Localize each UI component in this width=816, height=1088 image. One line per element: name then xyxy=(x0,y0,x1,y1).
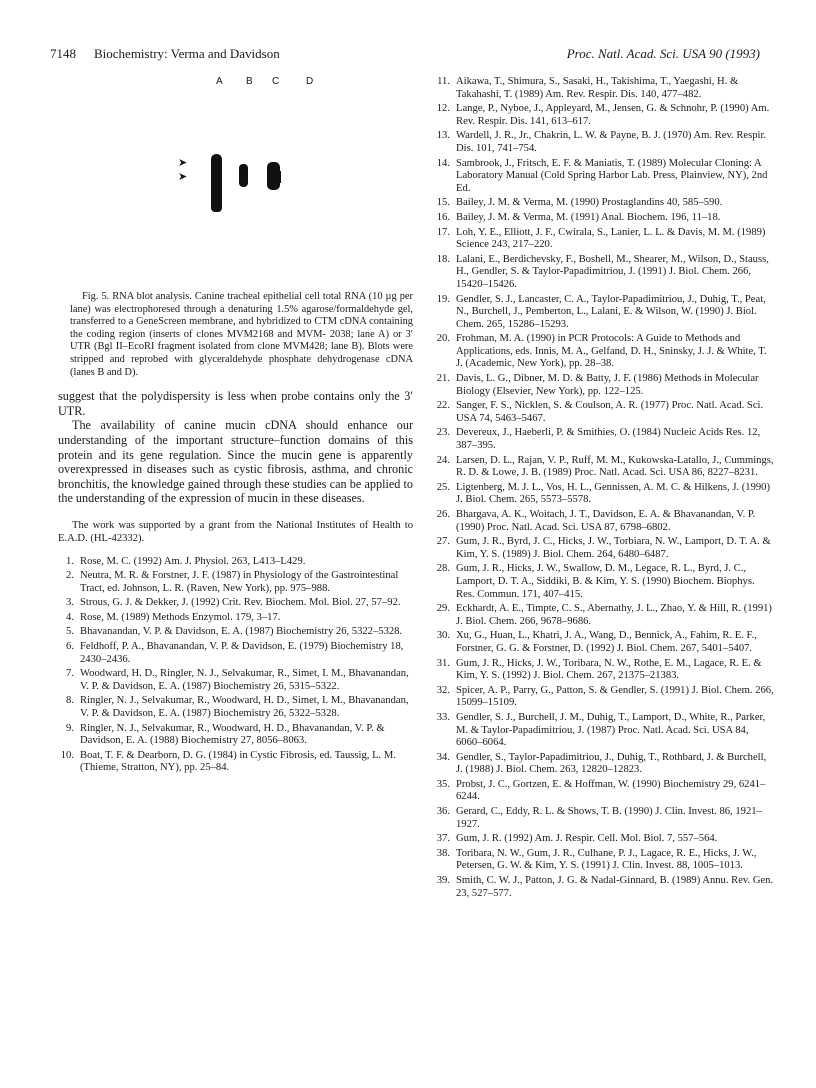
blot-band-lane-b xyxy=(239,164,248,187)
reference-text: Rose, M. (1989) Methods Enzymol. 179, 3–17. xyxy=(80,611,281,623)
reference-entry xyxy=(430,806,775,831)
reference-text: Gendler, S., Taylor-Papadimitriou, J., Duhig, T., Rothbard, J. & Burchell, J. (1988) J. Biol. Chem. 263, 12820–12823. xyxy=(456,751,767,776)
reference-entry xyxy=(430,427,775,452)
reference-entry xyxy=(430,158,775,196)
reference-entry xyxy=(58,597,413,610)
reference-text: Ringler, N. J., Selvakumar, R., Woodward, H. D., Bhavanandan, V. P. & Davidson, E. A. (1988) Biochemistry 27, 8056–8063. xyxy=(80,722,385,747)
reference-text: Lalani, E., Berdichevsky, F., Boshell, M., Shearer, M., Wilson, D., Stauss, H., Gendler, S. & Taylor-Papadimitriou, J. (1991) J. Biol. Chem. 266, 15420–15426. xyxy=(456,253,769,290)
reference-entry xyxy=(430,254,775,292)
reference-text: Gerard, C., Eddy, R. L. & Shows, T. B. (1990) J. Clin. Invest. 86, 1921–1927. xyxy=(456,806,762,830)
reference-entry xyxy=(430,130,775,155)
reference-number: 12. xyxy=(436,103,450,115)
reference-text: Neutra, M. R. & Forstner, J. F. (1987) in Physiology of the Gastrointestinal Tract, ed. Johnson, L. R. (Raven, New York), pp. 975–988. xyxy=(80,570,399,594)
reference-entry xyxy=(58,612,413,625)
reference-text: Xu, G., Huan, L., Khatri, J. A., Wang, D., Bennick, A., Fahim, R. E. F., Forstner, G. G. & Forstner, D. (1992) J. Biol. Chem. 267, 5401–5407. xyxy=(456,630,757,654)
reference-number: 33. xyxy=(436,711,450,723)
page-header xyxy=(50,46,760,64)
reference-text: Probst, J. C., Gortzen, E. & Hoffman, W. (1990) Biochemistry 29, 6241–6244. xyxy=(456,778,766,803)
reference-text: Spicer, A. P., Parry, G., Patton, S. & Gendler, S. (1991) J. Biol. Chem. 266, 15099–15109. xyxy=(456,684,774,709)
reference-number: 23. xyxy=(436,427,450,439)
blot-band-lane-c-edge xyxy=(278,171,281,183)
reference-entry xyxy=(430,509,775,534)
reference-text: Ligtenberg, M. J. L., Vos, H. L., Gennissen, A. M. C. & Hilkens, J. (1990) J. Biol. Chem. 265, 5573–5578. xyxy=(456,481,770,506)
reference-text: Bhavanandan, V. P. & Davidson, E. A. (1987) Biochemistry 26, 5322–5328. xyxy=(80,626,403,638)
reference-text: Woodward, H. D., Ringler, N. J., Selvakumar, R., Simet, I. M., Bhavanandan, V. P. & Davidson, E. A. (1987) Biochemistry 26, 5315–5322. xyxy=(80,668,409,692)
lane-label-a: A xyxy=(216,76,223,87)
reference-entry xyxy=(58,641,413,666)
reference-text: Davis, L. G., Dibner, M. D. & Batty, J. F. (1986) Methods in Molecular Biology (Elsevier, New York), pp. 122–125. xyxy=(456,373,759,397)
reference-entry xyxy=(430,197,775,210)
reference-number: 35. xyxy=(436,778,450,790)
reference-number: 36. xyxy=(436,806,450,818)
reference-number: 22. xyxy=(436,400,450,412)
reference-number: 21. xyxy=(436,373,450,385)
reference-number: 17. xyxy=(436,226,450,238)
reference-entry xyxy=(430,482,775,507)
reference-text: Eckhardt, A. E., Timpte, C. S., Abernathy, J. L., Zhao, Y. & Hill, R. (1991) J. Biol. Chem. 266, 9678–9686. xyxy=(456,603,772,627)
reference-number: 18. xyxy=(436,253,450,265)
reference-entry xyxy=(430,563,775,601)
acknowledgment: The work was supported by a grant from the National Institutes of Health to E.A.D. (HL-42332). xyxy=(58,519,413,544)
reference-list-right xyxy=(430,76,775,900)
reference-text: Gendler, S. J., Burchell, J. M., Duhig, T., Lamport, D., White, R., Parker, M. & Taylor-Papadimitriou, J. (1987) Proc. Natl. Acad. Sci. USA 84, 6060–6064. xyxy=(456,711,766,749)
reference-text: Wardell, J. R., Jr., Chakrin, L. W. & Payne, B. J. (1970) Am. Rev. Respir. Dis. 101, 741–754. xyxy=(456,130,767,154)
reference-number: 26. xyxy=(436,509,450,520)
reference-entry xyxy=(430,76,775,101)
reference-text: Bhargava, A. K., Woitach, J. T., Davidson, E. A. & Bhavanandan, V. P. (1990) Proc. Natl. Acad. Sci. USA 87, 6798–6802. xyxy=(456,509,756,533)
reference-text: Sanger, F. S., Nicklen, S. & Coulson, A. R. (1977) Proc. Natl. Acad. Sci. USA 74, 5463–5467. xyxy=(456,400,764,424)
reference-text: Aikawa, T., Shimura, S., Sasaki, H., Takishima, T., Yaegashi, H. & Takahashi, T. (1989) Am. Rev. Respir. Dis. 140, 477–482. xyxy=(456,76,739,100)
reference-entry xyxy=(430,712,775,750)
reference-entry xyxy=(430,833,775,846)
reference-number: 38. xyxy=(436,847,450,859)
reference-number: 32. xyxy=(436,684,450,696)
right-column xyxy=(430,76,775,902)
reference-text: Gum, J. R., Byrd, J. C., Hicks, J. W., Torbiara, N. W., Lamport, D. T. A. & Kim, Y. S. (1989) J. Biol. Chem. 264, 6480–6487. xyxy=(456,536,771,560)
reference-text: Bailey, J. M. & Verma, M. (1991) Anal. Biochem. 196, 11–18. xyxy=(456,211,721,223)
reference-text: Sambrook, J., Fritsch, E. F. & Maniatis, T. (1989) Molecular Cloning: A Laboratory Manual (Cold Spring Harbor Lab. Press, Plainview, NY), 2nd Ed. xyxy=(456,157,768,194)
reference-entry xyxy=(58,556,413,569)
reference-text: Gum, J. R., Hicks, J. W., Toribara, N. W., Rothe, E. M., Lagace, R. E. & Kim, Y. S. (1992) J. Biol. Chem. 267, 21375–21383. xyxy=(456,657,762,682)
reference-entry xyxy=(430,333,775,371)
marker-arrow-icon: ➤ xyxy=(178,171,188,183)
reference-number: 27. xyxy=(436,536,450,548)
reference-number: 10. xyxy=(60,749,74,761)
reference-number: 16. xyxy=(436,211,450,223)
running-title: Biochemistry: Verma and Davidson xyxy=(94,46,280,61)
reference-number: 37. xyxy=(436,833,450,845)
reference-text: Gum, J. R., Hicks, J. W., Swallow, D. M., Legace, R. L., Byrd, J. C., Lamport, D. T. A., Siddiki, B. & Kim, Y. S. (1990) Biochem. Biophys. Res. Commun. 171, 407–415. xyxy=(456,563,755,600)
reference-entry xyxy=(430,752,775,777)
reference-number: 3. xyxy=(66,597,74,609)
reference-number: 20. xyxy=(436,333,450,345)
page-number: 7148 xyxy=(50,46,76,61)
reference-text: Gum, J. R. (1992) Am. J. Respir. Cell. Mol. Biol. 7, 557–564. xyxy=(456,833,718,845)
lane-label-d: D xyxy=(306,76,314,87)
reference-number: 9. xyxy=(66,722,74,734)
lane-label-b: B xyxy=(246,76,253,87)
rna-blot-figure xyxy=(58,76,413,291)
reference-number: 29. xyxy=(436,603,450,615)
reference-text: Ringler, N. J., Selvakumar, R., Woodward, H. D., Simet, I. M., Bhavanandan, V. P. & Davidson, E. A. (1987) Biochemistry 26, 5322–5328. xyxy=(80,695,409,720)
reference-entry xyxy=(58,570,413,595)
reference-number: 5. xyxy=(66,626,74,638)
reference-entry xyxy=(430,373,775,398)
reference-text: Devereux, J., Haeberli, P. & Smithies, O. (1984) Nucleic Acids Res. 12, 387–395. xyxy=(456,427,761,452)
reference-number: 25. xyxy=(436,481,450,493)
reference-text: Bailey, J. M. & Verma, M. (1990) Prostaglandins 40, 585–590. xyxy=(456,197,723,209)
reference-entry xyxy=(430,212,775,225)
reference-number: 8. xyxy=(66,695,74,707)
figure-caption: Fig. 5. RNA blot analysis. Canine tracheal epithelial cell total RNA (10 µg per lane) was electrophoresed through a denaturing 1.5% agarose/formaldehyde gel, transferred to a GeneScreen membrane, and hybridized to CTM cDNA containing the coding region (inserts of clones MVM2168 and MVM- 2038; lane A) or 3′ UTR (Bgl II–EcoRI fragment isolated from clone MVM428; lane B). Blots were stripped and reprobed with glyceraldehyde phosphate dehydrogenase cDNA (lanes B and D). xyxy=(70,291,413,378)
reference-number: 19. xyxy=(436,293,450,305)
journal-citation: Proc. Natl. Acad. Sci. USA 90 (1993) xyxy=(566,46,760,61)
reference-list-left xyxy=(58,556,413,776)
reference-number: 34. xyxy=(436,751,450,763)
body-paragraph-2: The availability of canine mucin cDNA should enhance our understanding of the important structure–function domains of this protein and its gene regulation. Since the mucin gene is apparently overexpressed in diseases such as cystic fibrosis, asthma, and chronic bronchitis, the knowledge gained through these studies can be applied to the understanding of the expression of mucin in these diseases. xyxy=(58,418,413,506)
reference-entry xyxy=(430,630,775,655)
reference-text: Toribara, N. W., Gum, J. R., Culhane, P. J., Lagace, R. E., Hicks, J. W., Petersen, G. W. & Kim, Y. S. (1991) J. Clin. Invest. 88, 1005–1013. xyxy=(456,847,757,872)
reference-text: Larsen, D. L., Rajan, V. P., Ruff, M. M., Kukowska-Latallo, J., Cummings, R. D. & Lowe, J. B. (1989) Proc. Natl. Acad. Sci. USA 86, 8227–8231. xyxy=(456,454,774,479)
reference-text: Strous, G. J. & Dekker, J. (1992) Crit. Rev. Biochem. Mol. Biol. 27, 57–92. xyxy=(80,597,401,609)
reference-text: Feldhoff, P. A., Bhavanandan, V. P. & Davidson, E. (1979) Biochemistry 18, 2430–2436. xyxy=(80,641,404,665)
reference-entry xyxy=(430,227,775,252)
reference-entry xyxy=(430,455,775,480)
reference-entry xyxy=(430,603,775,628)
reference-number: 39. xyxy=(436,875,450,887)
reference-number: 2. xyxy=(66,570,74,582)
reference-number: 15. xyxy=(436,197,450,209)
reference-number: 28. xyxy=(436,563,450,575)
reference-entry xyxy=(430,875,775,900)
reference-number: 6. xyxy=(66,641,74,653)
lane-label-c: C xyxy=(272,76,280,87)
reference-entry xyxy=(58,668,413,693)
reference-number: 13. xyxy=(436,130,450,142)
reference-text: Rose, M. C. (1992) Am. J. Physiol. 263, L413–L429. xyxy=(80,555,306,567)
blot-band-lane-a xyxy=(211,154,222,212)
reference-number: 31. xyxy=(436,657,450,669)
reference-number: 30. xyxy=(436,630,450,642)
left-column xyxy=(58,76,413,777)
reference-text: Frohman, M. A. (1990) in PCR Protocols: A Guide to Methods and Applications, eds. Innis, M. A., Gelfand, D. H., Sninsky, J. J. & White, T. J. (Academic, New York), pp. 28–38. xyxy=(456,333,767,370)
reference-entry xyxy=(430,779,775,804)
reference-text: Lange, P., Nyboe, J., Appleyard, M., Jensen, G. & Schnohr, P. (1990) Am. Rev. Respir. Dis. 141, 613–617. xyxy=(456,103,770,127)
marker-arrow-icon: ➤ xyxy=(178,157,188,169)
reference-entry xyxy=(430,848,775,873)
reference-entry xyxy=(58,626,413,639)
reference-number: 1. xyxy=(66,555,74,567)
reference-entry xyxy=(430,294,775,332)
reference-number: 7. xyxy=(66,668,74,680)
reference-number: 14. xyxy=(436,157,450,169)
reference-number: 4. xyxy=(66,611,74,623)
reference-entry xyxy=(430,400,775,425)
reference-number: 24. xyxy=(436,454,450,466)
reference-entry xyxy=(430,658,775,683)
reference-entry xyxy=(430,103,775,128)
reference-entry xyxy=(58,750,413,775)
reference-text: Loh, Y. E., Elliott, J. F., Cwirala, S., Lanier, L. L. & Davis, M. M. (1989) Science 243, 217–220. xyxy=(456,226,766,251)
reference-entry xyxy=(430,536,775,561)
reference-text: Gendler, S. J., Lancaster, C. A., Taylor-Papadimitriou, J., Duhig, T., Peat, N., Burchell, J., Pemberton, L., Lalani, E. & Wilson, W. (1990) J. Biol. Chem. 265, 15286–15293. xyxy=(456,293,766,330)
reference-text: Smith, C. W. J., Patton, J. G. & Nadal-Ginnard, B. (1989) Annu. Rev. Gen. 23, 527–577. xyxy=(456,875,774,899)
reference-entry xyxy=(430,685,775,710)
reference-entry xyxy=(58,723,413,748)
body-paragraph-1: suggest that the polydispersity is less when probe contains only the 3′ UTR. xyxy=(58,389,413,418)
reference-number: 11. xyxy=(437,76,450,87)
reference-entry xyxy=(58,695,413,720)
reference-text: Boat, T. F. & Dearborn, D. G. (1984) in Cystic Fibrosis, ed. Taussig, L. M. (Thieme, Stratton, NY), pp. 25–84. xyxy=(80,749,396,774)
